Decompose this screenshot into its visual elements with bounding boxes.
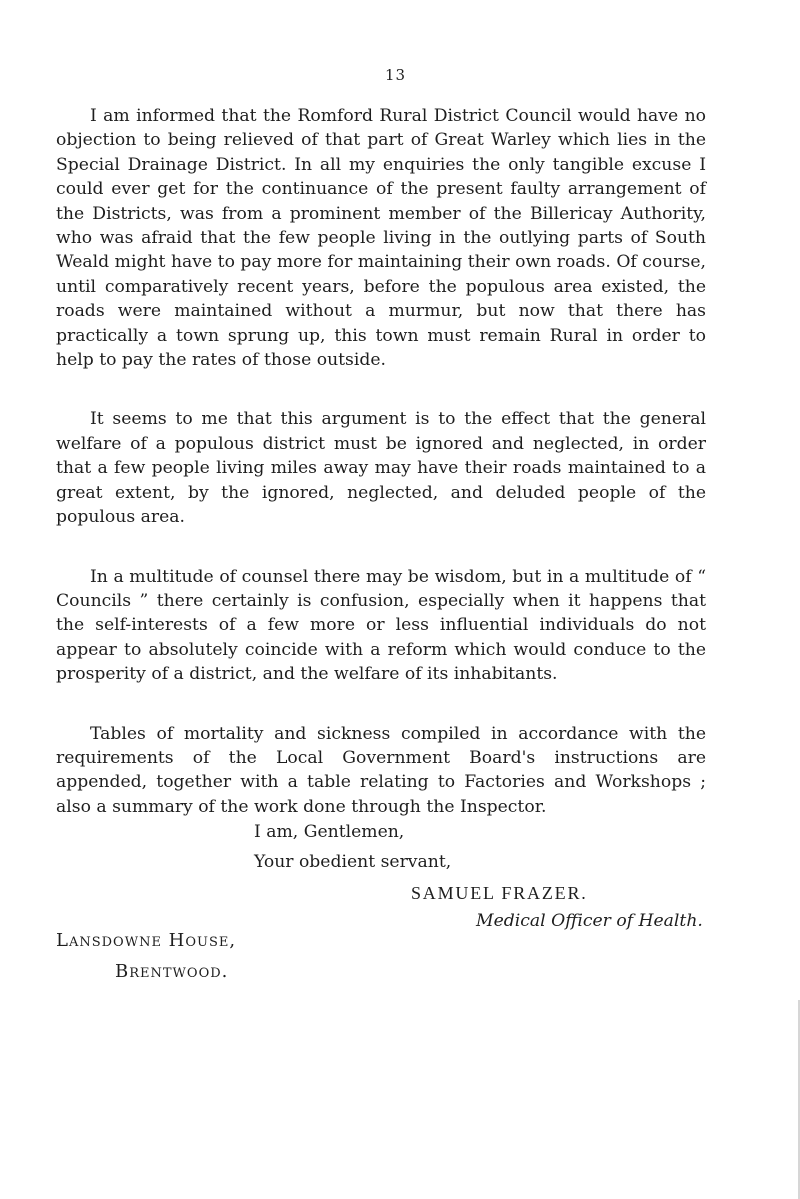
closing-servant: Your obedient servant, — [254, 852, 452, 872]
signer-title: Medical Officer of Health. — [476, 911, 703, 931]
paragraph-tables: Tables of mortality and sickness compiled in accordance with the requirements of the Local Government Board's instructions are appended, together with a table relating to Factories and Workshops ; also a summary of the work done through the Inspector. — [56, 723, 706, 817]
paragraph-drainage-district: I am informed that the Romford Rural District Council would have no objection to being relieved of that part of Great Warley which lies in the Special Drainage District. In all my enquiries the only tangible excuse I could ever get for the continuance of the present faulty arrangement of the Districts, was from a prominent member of the Billericay Authority, who was afraid that the few people living in the outlying parts of South Weald might have to pay more for maintaining their own roads. Of course, until comparatively recent years, before the populous area existed, the roads were maintained without a murmur, but now that there has practically a town sprung up, this town must remain Rural in order to help to pay the rates of those outside. — [56, 106, 706, 371]
page-number: 13 — [385, 66, 407, 84]
address-line-2: Brentwood. — [115, 961, 229, 982]
signer-name: SAMUEL FRAZER. — [411, 883, 588, 903]
paragraph-argument: It seems to me that this argument is to the effect that the general welfare of a populous district must be ignored and neglected, in order that a few people living miles away may have their roads maintained to a great extent, by the ignored, neglected, and deluded people of the populous area. — [56, 409, 706, 528]
letter-body — [56, 104, 706, 854]
address-line-1: Lansdowne House, — [56, 930, 237, 951]
paragraph-councils: In a multitude of counsel there may be wisdom, but in a multitude of “ Councils ” there certainly is confusion, especially when it happens that the self-interests of a few more or less influential individuals do not appear to absolutely coincide with a reform which would conduce to the prosperity of a district, and the welfare of its inhabitants. — [56, 566, 706, 685]
closing-greeting: I am, Gentlemen, — [254, 822, 405, 842]
